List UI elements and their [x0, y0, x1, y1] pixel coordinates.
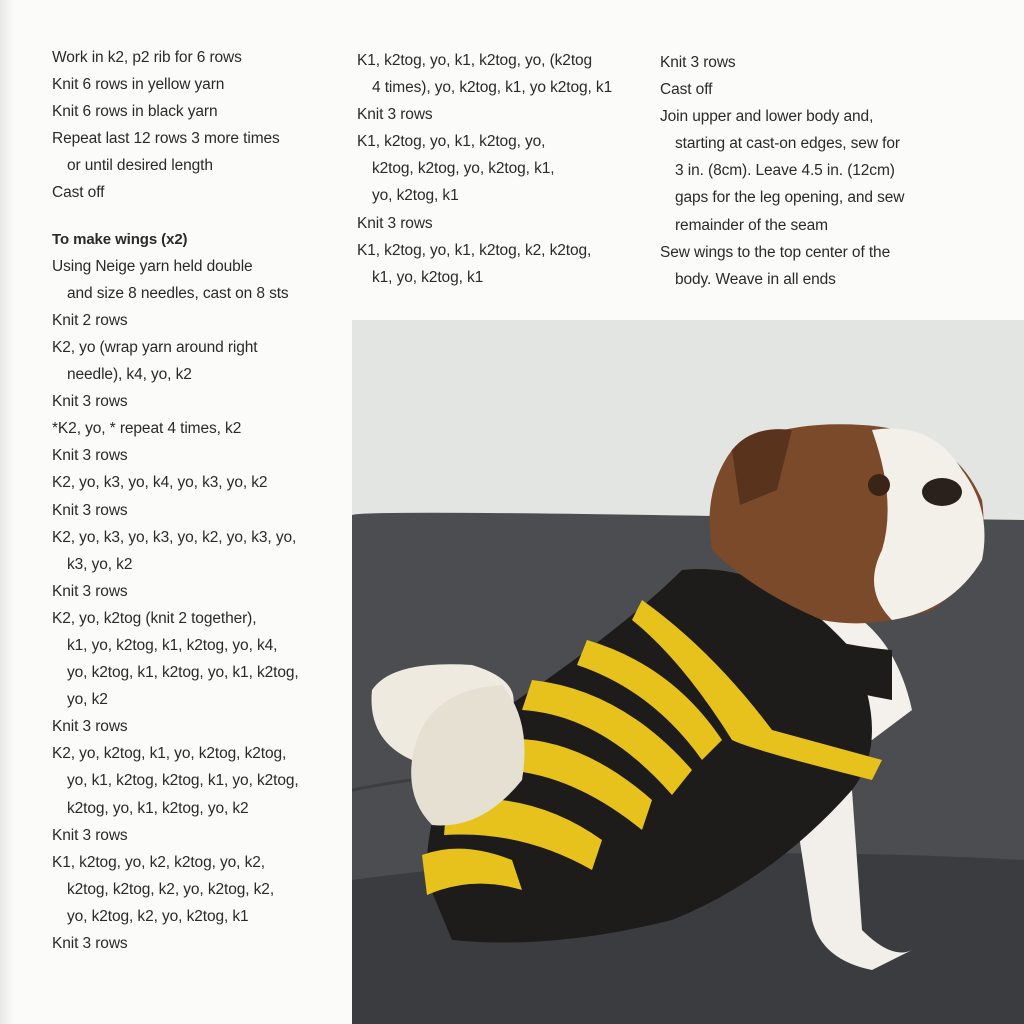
instruction-step	[357, 237, 647, 291]
instructions-column-1	[52, 44, 352, 957]
instruction-line: Knit 3 rows	[357, 106, 433, 124]
instruction-line: K2, yo, k2tog (knit 2 together),	[52, 609, 257, 627]
dog-eye	[868, 474, 890, 496]
instruction-line: yo, k2	[67, 691, 108, 709]
instruction-step	[52, 179, 352, 206]
instruction-line: Knit 3 rows	[357, 214, 433, 232]
instruction-line: k2tog, k2tog, yo, k2tog, k1,	[372, 160, 555, 178]
instruction-line: Work in k2, p2 rib for 6 rows	[52, 49, 242, 66]
instruction-line: K1, k2tog, yo, k1, k2tog, k2, k2tog,	[357, 241, 592, 259]
instruction-step	[357, 101, 647, 128]
instruction-line: and size 8 needles, cast on 8 sts	[67, 284, 289, 302]
bulldog-bee-sweater-photo	[352, 320, 1024, 1024]
instruction-step	[660, 239, 990, 293]
instruction-line: yo, k2tog, k1	[372, 187, 459, 205]
instruction-line: Cast off	[660, 81, 713, 99]
instruction-line: K1, k2tog, yo, k2, k2tog, yo, k2,	[52, 853, 265, 871]
instruction-line: Knit 3 rows	[52, 935, 128, 952]
instruction-line: Repeat last 12 rows 3 more times	[52, 130, 280, 148]
instruction-line: yo, k2tog, k2, yo, k2tog, k1	[67, 907, 249, 925]
instruction-step	[52, 334, 352, 388]
instruction-line: K1, k2tog, yo, k1, k2tog, yo, (k2tog	[357, 52, 593, 69]
instructions-column-2	[357, 47, 647, 291]
instruction-step	[52, 44, 352, 71]
instruction-line: K2, yo, k2tog, k1, yo, k2tog, k2tog,	[52, 745, 287, 763]
instruction-line: remainder of the seam	[675, 216, 828, 234]
instruction-line: K2, yo, k3, yo, k3, yo, k2, yo, k3, yo,	[52, 528, 297, 546]
instruction-step	[52, 605, 352, 713]
instruction-line: k3, yo, k2	[67, 555, 133, 573]
instruction-step	[357, 210, 647, 237]
instruction-step	[357, 128, 647, 209]
instruction-step	[52, 442, 352, 469]
instruction-step	[52, 388, 352, 415]
instruction-line: gaps for the leg opening, and sew	[675, 189, 905, 207]
instruction-step	[660, 103, 990, 238]
instruction-line: yo, k2tog, k1, k2tog, yo, k1, k2tog,	[67, 664, 299, 682]
instruction-line: Sew wings to the top center of the	[660, 243, 891, 261]
instruction-line: Knit 3 rows	[52, 718, 128, 736]
page-gutter-shadow	[0, 0, 14, 1024]
instruction-line: Knit 3 rows	[52, 501, 128, 519]
instruction-line: starting at cast-on edges, sew for	[675, 135, 900, 153]
instruction-line: Knit 3 rows	[52, 582, 128, 600]
instruction-line: yo, k1, k2tog, k2tog, k1, yo, k2tog,	[67, 772, 299, 790]
instruction-line: 4 times), yo, k2tog, k1, yo k2tog, k1	[372, 79, 613, 97]
instruction-line: K1, k2tog, yo, k1, k2tog, yo,	[357, 133, 546, 151]
instruction-step	[52, 849, 352, 930]
instruction-step	[52, 469, 352, 496]
instruction-step	[660, 76, 990, 103]
instruction-line: *K2, yo, * repeat 4 times, k2	[52, 420, 242, 438]
instruction-line: Knit 3 rows	[52, 826, 128, 844]
instruction-line: k2tog, yo, k1, k2tog, yo, k2	[67, 799, 249, 817]
instruction-line: Join upper and lower body and,	[660, 108, 874, 126]
instruction-line: K2, yo, k3, yo, k4, yo, k3, yo, k2	[52, 474, 268, 492]
instruction-line: Knit 3 rows	[660, 54, 736, 71]
instruction-step	[52, 497, 352, 524]
instruction-step	[52, 930, 352, 957]
dog-nose	[922, 478, 962, 506]
instruction-line: Knit 6 rows in yellow yarn	[52, 76, 225, 94]
instruction-line: Knit 3 rows	[52, 447, 128, 465]
instruction-line: K2, yo (wrap yarn around right	[52, 338, 258, 356]
instruction-line: body. Weave in all ends	[675, 270, 836, 288]
instruction-line: Knit 6 rows in black yarn	[52, 103, 218, 121]
instruction-line: 3 in. (8cm). Leave 4.5 in. (12cm)	[675, 162, 895, 180]
instruction-step	[52, 71, 352, 98]
instruction-step	[660, 49, 990, 76]
instruction-line: Cast off	[52, 184, 105, 202]
instruction-step	[52, 578, 352, 605]
instruction-line: Knit 3 rows	[52, 393, 128, 411]
instruction-step	[357, 47, 647, 101]
instruction-line: Knit 2 rows	[52, 311, 128, 329]
instructions-column-3	[660, 49, 990, 293]
instruction-step	[52, 524, 352, 578]
section-heading: To make wings (x2)	[52, 230, 188, 248]
instruction-line: needle), k4, yo, k2	[67, 366, 192, 384]
instruction-line: Using Neige yarn held double	[52, 257, 253, 275]
instruction-line: k2tog, k2tog, k2, yo, k2tog, k2,	[67, 880, 275, 898]
instruction-line: k1, yo, k2tog, k1, k2tog, yo, k4,	[67, 636, 278, 654]
instruction-step	[52, 98, 352, 125]
instruction-step	[52, 740, 352, 821]
instruction-line: k1, yo, k2tog, k1	[372, 268, 484, 286]
instruction-step	[52, 822, 352, 849]
instruction-step	[52, 307, 352, 334]
instruction-step	[52, 415, 352, 442]
instruction-step	[52, 125, 352, 179]
instruction-step	[52, 713, 352, 740]
instruction-line: or until desired length	[67, 157, 213, 175]
instruction-step	[52, 253, 352, 307]
